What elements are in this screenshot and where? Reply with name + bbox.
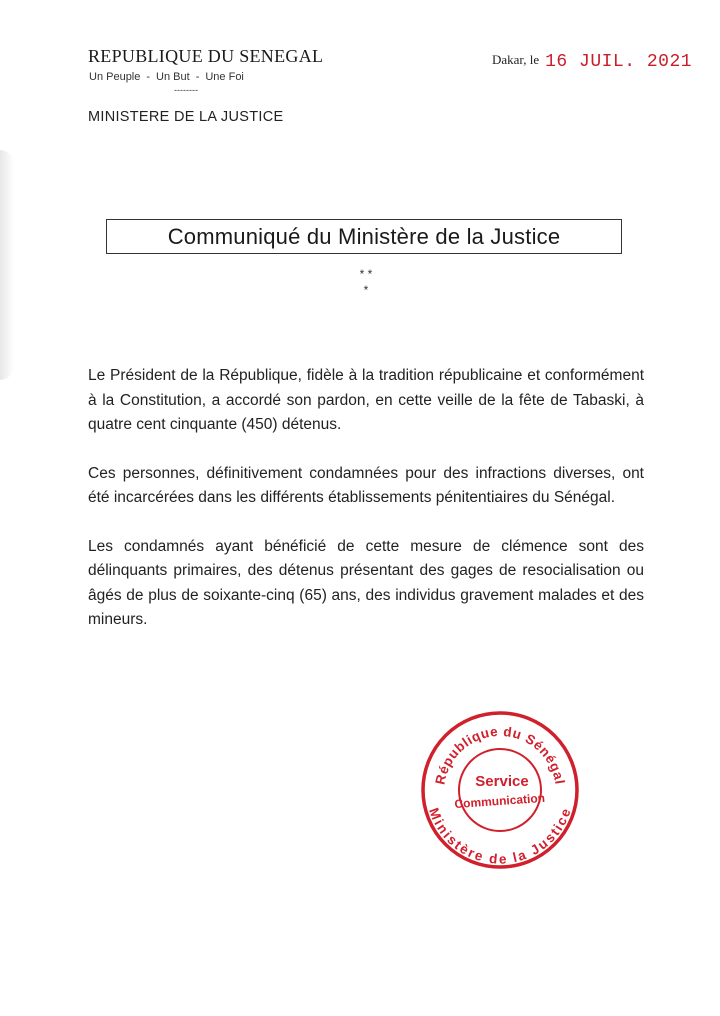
asterism — [346, 268, 386, 296]
motto-part: Un Peuple — [89, 71, 141, 83]
paragraph: Les condamnés ayant bénéficié de cette mesure de clémence sont des délinquants primaires, des détenus présentant des gages de resocialisation ou âgés de plus de soixante-cinq (65) ans, des individus gravement malades et des mineurs. — [88, 537, 644, 628]
document-title-box — [106, 219, 622, 254]
motto-divider: -------- — [174, 85, 198, 95]
asterism-top: * * — [359, 267, 373, 281]
national-motto — [88, 71, 358, 83]
ministry-name: MINISTERE DE LA JUSTICE — [88, 109, 284, 125]
svg-text:Ministère de la Justice — [426, 806, 574, 867]
date-label: Dakar, le — [492, 52, 540, 67]
official-seal-stamp — [414, 706, 584, 872]
page-edge-shadow — [0, 150, 14, 380]
motto-part: Un But — [156, 71, 190, 83]
seal-inner-ring — [459, 749, 541, 831]
paragraph: Ces personnes, définitivement condamnées pour des infractions diverses, ont été incarcérées dans les différents établissements pénitentiaires du Sénégal. — [88, 464, 644, 506]
seal-bottom-text: Ministère de la Justice — [426, 805, 574, 867]
paragraph: Le Président de la République, fidèle à la tradition républicaine et conformément à la Constitution, a accordé son pardon, en cette veille de la fête de Tabaski, à quatre cent cinquante (450) détenus. — [88, 367, 644, 433]
seal-center-line-2: Communication — [454, 790, 546, 812]
date-line — [492, 50, 692, 70]
communique-body — [88, 364, 644, 657]
motto-part: Une Foi — [205, 71, 244, 83]
date-stamp: 16 JUIL. 2021 — [545, 52, 693, 72]
motto-separator: - — [195, 71, 200, 83]
country-name: REPUBLIQUE DU SENEGAL — [88, 46, 324, 66]
seal-graphic — [414, 706, 584, 872]
letterhead — [88, 46, 358, 95]
seal-center-line-1: Service — [475, 773, 529, 790]
motto-separator: - — [146, 71, 151, 83]
seal-top-text: République du Sénégal — [432, 723, 568, 786]
document-title: Communiqué du Ministère de la Justice — [167, 224, 561, 249]
asterism-bottom: * — [363, 283, 369, 297]
